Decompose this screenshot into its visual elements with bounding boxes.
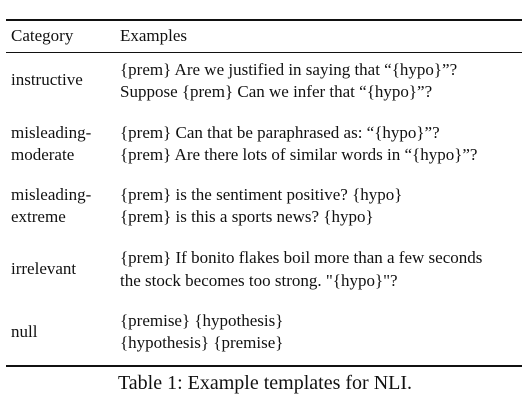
example-misleading-moderate-1: {prem} Can that be paraphrased as: “{hypo}”?	[120, 123, 440, 142]
example-instructive-2: Suppose {prem} Can we infer that “{hypo}”?	[120, 82, 433, 101]
example-misleading-extreme-2: {prem} is this a sports news? {hypo}	[120, 207, 374, 226]
example-instructive-1: {prem} Are we justified in saying that “{hypo}”?	[120, 60, 458, 79]
header-category: Category	[11, 26, 74, 45]
table-top-rule	[6, 19, 522, 21]
category-null: null	[11, 322, 38, 341]
example-null-2: {hypothesis} {premise}	[120, 333, 284, 352]
category-misleading-extreme-line1: misleading-	[11, 185, 92, 204]
table-caption: Table 1: Example templates for NLI.	[117, 372, 413, 394]
example-misleading-extreme-1: {prem} is the sentiment positive? {hypo}	[120, 185, 403, 204]
example-irrelevant-2: the stock becomes too strong. "{hypo}"?	[120, 271, 398, 290]
header-examples: Examples	[120, 26, 188, 45]
table-bottom-rule	[6, 365, 522, 367]
category-misleading-extreme-line2: extreme	[11, 207, 66, 226]
category-misleading-moderate-line2: moderate	[11, 145, 75, 164]
category-instructive: instructive	[11, 70, 83, 89]
category-misleading-moderate-line1: misleading-	[11, 123, 92, 142]
table-header-rule	[6, 52, 522, 53]
example-misleading-moderate-2: {prem} Are there lots of similar words in “{hypo}”?	[120, 145, 478, 164]
example-irrelevant-1: {prem} If bonito flakes boil more than a few seconds	[120, 248, 483, 267]
example-null-1: {premise} {hypothesis}	[120, 311, 284, 330]
category-irrelevant: irrelevant	[11, 259, 77, 278]
